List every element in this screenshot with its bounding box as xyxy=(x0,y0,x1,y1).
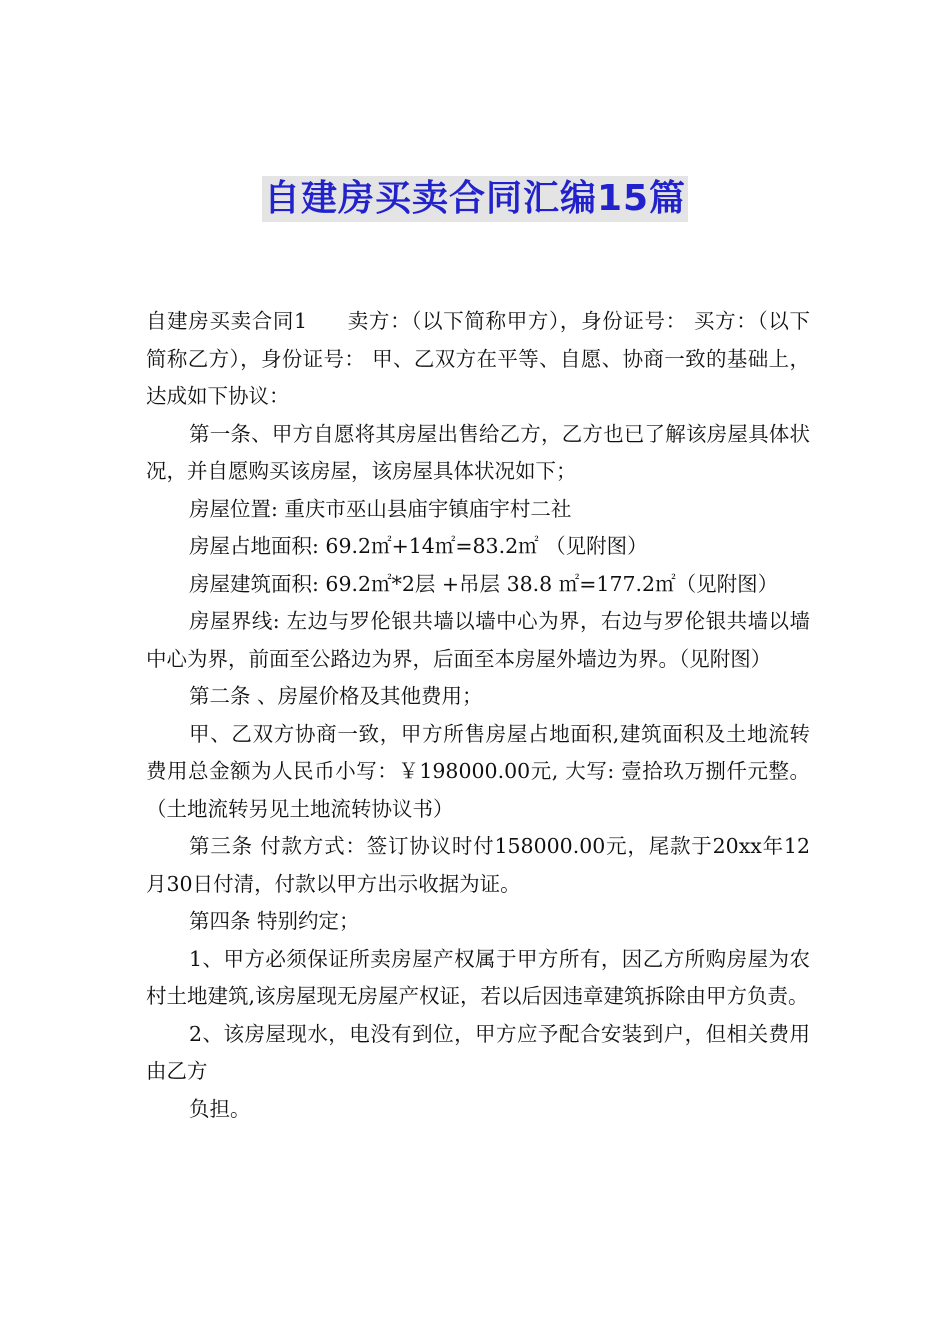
paragraph-clause-2: 2、该房屋现水，电没有到位，甲方应予配合安装到户，但相关费用由乙方 xyxy=(146,1021,810,1083)
paragraph-article-4: 第四条 特别约定； xyxy=(189,909,360,933)
title-container xyxy=(0,176,950,222)
paragraph-article-3: 第三条 付款方式：签订协议时付158000.00元，尾款于20xx年12月30日付清，付款以甲方出示收据为证。 xyxy=(146,834,810,896)
document-title: 自建房买卖合同汇编15篇 xyxy=(262,176,688,222)
paragraph-clause-2-end: 负担。 xyxy=(189,1096,251,1121)
paragraph-land-area: 房屋占地面积: 69.2㎡+14㎡=83.2㎡ （见附图） xyxy=(189,534,648,558)
intro-paragraph xyxy=(146,303,810,416)
paragraph-clause-1: 1、甲方必须保证所卖房屋产权属于甲方所有，因乙方所购房屋为农村土地建筑,该房屋现无房屋产权证，若以后因违章建筑拆除由甲方负责。 xyxy=(146,946,810,1008)
paragraph-boundaries: 房屋界线: 左边与罗伦银共墙以墙中心为界，右边与罗伦银共墙以墙中心为界，前面至公路边为界，后面至本房屋外墙边为界。（见附图） xyxy=(146,609,810,671)
paragraph-house-location: 房屋位置: 重庆市巫山县庙宇镇庙宇村二社 xyxy=(189,496,572,521)
intro-text: 卖方：（以下简称甲方），身份证号： 买方：（以下简称乙方），身份证号： 甲、乙双方在平等、自愿、协商一致的基础上，达成如下协议： xyxy=(146,309,811,408)
contract-heading: 自建房买卖合同1 xyxy=(146,309,308,333)
document-body xyxy=(146,303,810,1128)
paragraph-article-2: 第二条 、房屋价格及其他费用； xyxy=(189,684,483,708)
paragraph-article-1: 第一条、甲方自愿将其房屋出售给乙方，乙方也已了解该房屋具体状况，并自愿购买该房屋，该房屋具体状况如下； xyxy=(146,421,810,483)
paragraph-price: 甲、乙双方协商一致，甲方所售房屋占地面积,建筑面积及土地流转费用总金额为人民币小写：￥198000.00元, 大写: 壹拾玖万捌仟元整。（土地流转另见土地流转协议书） xyxy=(146,721,810,821)
paragraph-building-area: 房屋建筑面积: 69.2㎡*2层 +吊层 38.8 ㎡=177.2㎡（见附图） xyxy=(189,571,779,596)
